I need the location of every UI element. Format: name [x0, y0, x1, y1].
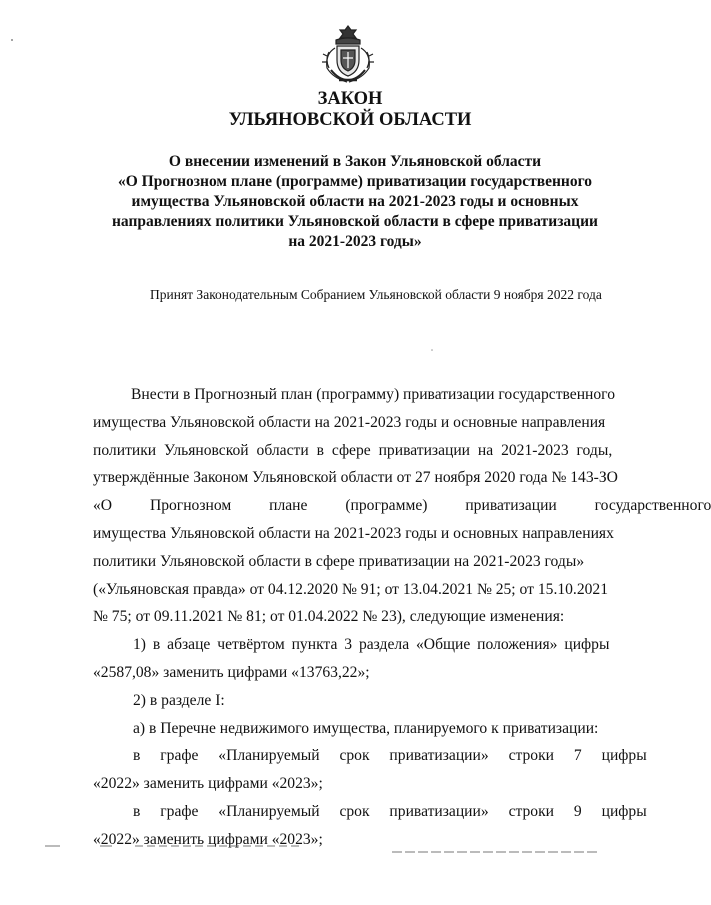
- body-line: («Ульяновская правда» от 04.12.2020 № 91; от 13.04.2021 № 25; от 15.10.2021: [93, 580, 609, 598]
- subject-line: на 2021-2023 годы»: [288, 233, 422, 250]
- body-line: «О Прогнозном плане (программе) приватизации государственного: [93, 497, 711, 515]
- body-line: политики Ульяновской области в сфере приватизации на 2021-2023 годы»: [93, 552, 585, 570]
- body-line: «2022» заменить цифрами «2023»;: [93, 775, 323, 793]
- body-line: в графе «Планируемый срок приватизации» строки 7 цифры: [133, 747, 647, 765]
- body-line: «2022» заменить цифрами «2023»;: [93, 830, 323, 848]
- body-line: имущества Ульяновской области на 2021-2023 годы и основные направления: [93, 413, 606, 431]
- law-region-title: УЛЬЯНОВСКОЙ ОБЛАСТИ: [228, 110, 472, 130]
- body-line: в графе «Планируемый срок приватизации» строки 9 цифры: [133, 802, 647, 820]
- subject-line: О внесении изменений в Закон Ульяновской области: [168, 153, 542, 170]
- subject-line: «О Прогнозном плане (программе) приватизации государственного: [117, 173, 593, 190]
- body-line: имущества Ульяновской области на 2021-2023 годы и основных направлениях: [93, 524, 614, 542]
- subject-line: имущества Ульяновской области на 2021-2023 годы и основных: [131, 193, 579, 210]
- body-line: а) в Перечне недвижимого имущества, планируемого к приватизации:: [133, 719, 599, 737]
- law-title: ЗАКОН: [317, 89, 383, 109]
- body-line: Внести в Прогнозный план (программу) приватизации государственного: [130, 386, 615, 403]
- body-line: № 75; от 09.11.2021 № 81; от 01.04.2022 № 23), следующие изменения:: [93, 608, 565, 626]
- subject-line: направлениях политики Ульяновской области в сфере приватизации: [112, 213, 598, 230]
- accepted-note: Принят Законодательным Собранием Ульяновской области 9 ноября 2022 года: [150, 287, 602, 302]
- body-line: политики Ульяновской области в сфере приватизации на 2021-2023 годы,: [93, 441, 613, 459]
- body-line: «2587,08» заменить цифрами «13763,22»;: [93, 663, 370, 681]
- body-line: утверждённые Законом Ульяновской области от 27 ноября 2020 года № 143-ЗО: [93, 469, 618, 487]
- body-line: 1) в абзаце четвёртом пункта 3 раздела «Общие положения» цифры: [133, 636, 610, 654]
- body-line: 2) в разделе I:: [133, 691, 225, 709]
